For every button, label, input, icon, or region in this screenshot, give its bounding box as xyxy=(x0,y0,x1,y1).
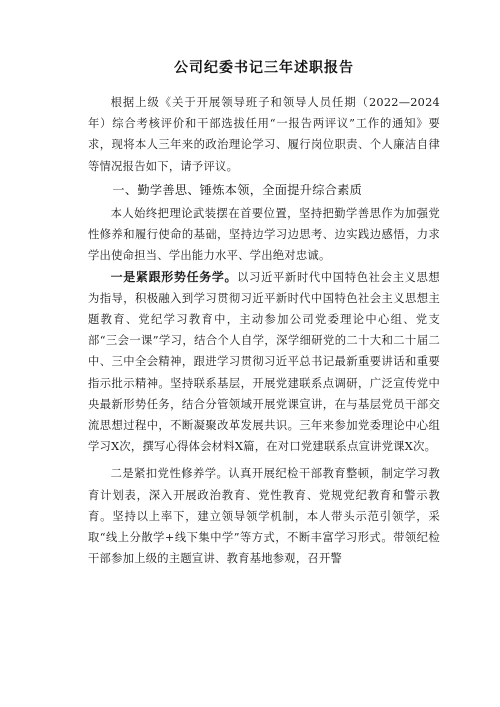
section-heading: 一、勤学善思、锤炼本领，全面提升综合素质 xyxy=(112,182,363,197)
intro-paragraph: 根据上级《关于开展领导班子和领导人员任期（2022—2024年）综合考核评价和干部选拔任用“一报告两评议”工作的通知》要求，现将本人三年来的政治理论学习、履行岗位职责、个人廉洁自律等情况报告如下，请予评议。 xyxy=(88,96,440,173)
section-paragraph: 本人始终把理论武装摆在首要位置，坚持把勤学善思作为加强党性修养和履行使命的基础，坚持边学习边思考、边实践边感悟，力求学出使命担当、学出能力水平、学出绝对忠诚。 xyxy=(88,207,440,263)
item-one-paragraph xyxy=(88,267,440,458)
item-one-text: 以习近平新时代中国特色社会主义思想为指导，积极融入到学习贯彻习近平新时代中国特色社会主义思想主题教育、党纪学习教育中，主动参加公司党委理论中心组、党支部“三会一课”学习，结合个人自学，深学细研党的二十大和二十届二中、三中全会精神，跟进学习贯彻习近平总书记最新重要讲话和重要指示批示精神。坚持联系基层，开展党建联系点调研，广泛宣传党中央最新形势任务，结合分管领域开展党课宣讲，在与基层党员干部交流思想过程中，不断凝聚改革发展共识。三年来参加党委理论中心组学习X次，撰写心得体会材料X篇，在对口党建联系点宣讲党课X次。 xyxy=(88,270,440,454)
item-one-lead: 一是紧跟形势任务学。 xyxy=(110,269,238,284)
item-two-paragraph: 二是紧扣党性修养学。认真开展纪检干部教育整顿，制定学习教育计划表，深入开展政治教育、党性教育、党规党纪教育和警示教育。坚持以上率下，建立领导领学机制，本人带头示范引领学，采取“线上分散学+线下集中学”等方式，不断丰富学习形式。带领纪检干部参加上级的主题宣讲、教育基地参观，召开警 xyxy=(88,467,440,566)
page-title: 公司纪委书记三年述职报告 xyxy=(174,60,354,76)
document-page xyxy=(88,58,440,569)
